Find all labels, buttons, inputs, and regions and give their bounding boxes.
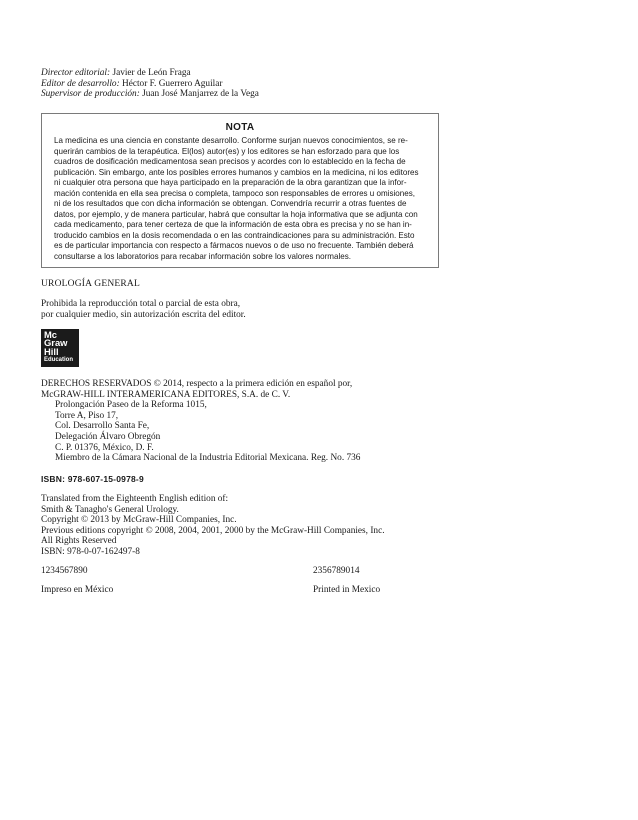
credit-director: Director editorial: Javier de León Fraga xyxy=(41,68,191,78)
translation-notice: Translated from the Eighteenth English edition of: Smith & Tanagho's General Urology. Copyright © 2013 by McGraw-Hill Companies, Inc. Previous editions copyright © 2008, 2004, 2001, 2000 by the McGraw-Hill Companies, Inc. All Rights Reserved ISBN: 978-0-07-162497-8 xyxy=(41,494,385,557)
mcgraw-hill-education-logo: Mc Graw Hill Education xyxy=(41,329,79,367)
rights-reserved-block xyxy=(41,379,360,464)
prohibition-notice xyxy=(41,299,246,320)
isbn-spanish: ISBN: 978-607-15-0978-9 xyxy=(41,474,144,484)
printed-in-spanish: Impreso en México xyxy=(41,585,114,595)
nota-box xyxy=(41,113,439,268)
printed-in-english: Printed in Mexico xyxy=(313,585,381,595)
publisher-name: McGRAW-HILL INTERAMERICANA EDITORES, S.A. de C. V. xyxy=(41,389,291,400)
prohibition-line: Prohibida la reproducción total o parcial de esta obra, xyxy=(41,299,241,309)
credit-supervisor: Supervisor de producción: Juan José Manjarrez de la Vega xyxy=(41,89,259,100)
print-number-left: 1234567890 xyxy=(41,566,88,576)
book-title: UROLOGÍA GENERAL xyxy=(41,279,140,289)
prohibition-line: por cualquier medio, sin autorización escrita del editor. xyxy=(41,309,246,320)
publisher-address: Prolongación Paseo de la Reforma 1015, Torre A, Piso 17, Col. Desarrollo Santa Fe, Delegación Álvaro Obregón C. P. 01376, México, D. F. Miembro de la Cámara Nacional de la Industria Editorial Mexicana. Reg. No. 736 xyxy=(55,400,361,464)
nota-title: NOTA xyxy=(225,122,255,133)
reserved-line: DERECHOS RESERVADOS © 2014, respecto a la primera edición en español por, xyxy=(41,379,353,389)
nota-body: La medicina es una ciencia en constante desarrollo. Conforme surjan nuevos conocimientos, se re- querirán cambios de la terapéutica. El(los) autor(es) y los editores se han esforzado para que los cuadros de dosificación medicamentosa sean precisos y acordes con lo establecido en la fecha de publicación. Sin embargo, ante los posibles errores humanos y cambios en la medicina, ni los editores ni cualquier otra persona que haya participado en la preparación de la obra garantizan que la infor- mación contenida en ella sea precisa o completa, tampoco son responsables de errores u omisiones, ni de los resultados que con dicha información se obtengan. Convendría recurrir a otras fuentes de datos, por ejemplo, y de manera particular, habrá que consultar la hoja informativa que se adjunta con cada medicamento, para tener certeza de que la información de esta obra es precisa y no se han in- troducido cambios en la dosis recomendada o en las contraindicaciones para su administración. Esto es de particular importancia con respecto a fármacos nuevos o de uso no frecuente. También deberá consultarse a los laboratorios para recabar información sobre los valores normales. xyxy=(54,136,419,261)
credits-block xyxy=(41,68,441,100)
credit-editor: Editor de desarrollo: Héctor F. Guerrero Aguilar xyxy=(41,78,223,89)
print-number-right: 2356789014 xyxy=(313,566,360,576)
